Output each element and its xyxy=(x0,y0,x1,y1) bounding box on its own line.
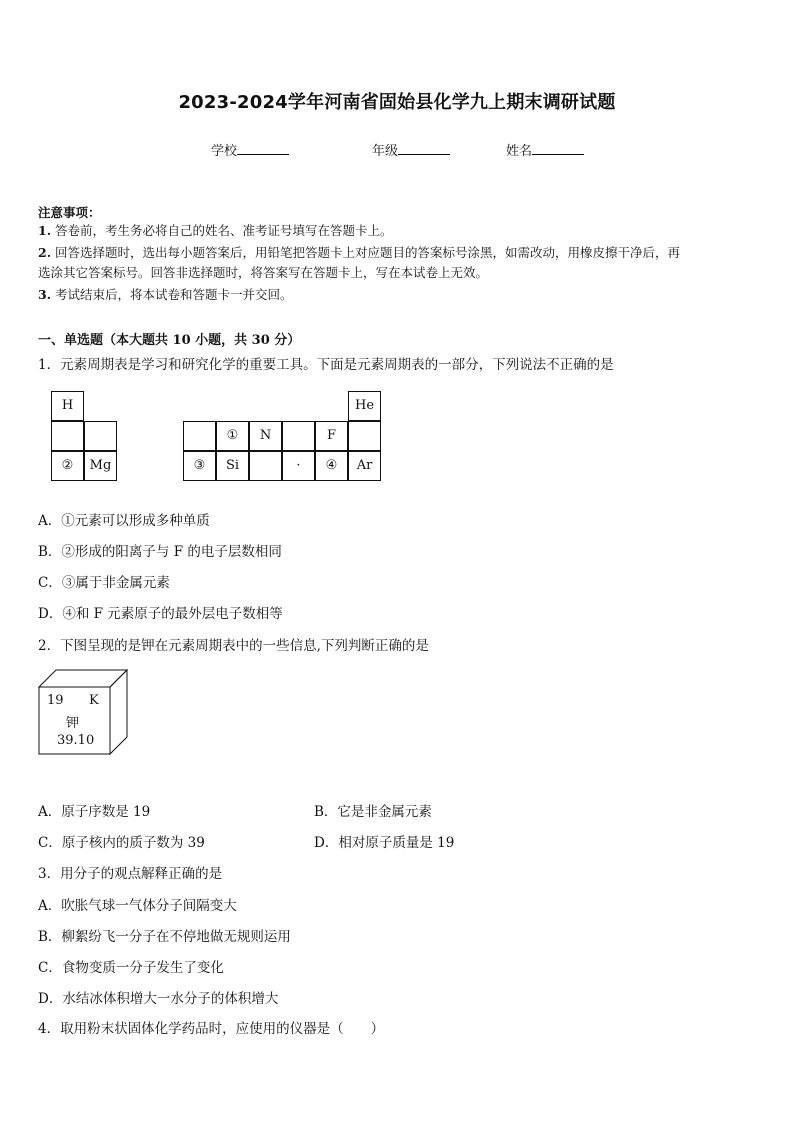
element-name: 钾 xyxy=(66,716,80,731)
notice-item: 3. 考试结束后，将本试卷和答题卡一并交回。 xyxy=(38,287,293,302)
cell-empty xyxy=(348,421,381,451)
cell-ar: Ar xyxy=(348,451,381,481)
cell-f: F xyxy=(315,421,348,451)
q3-option-c: C．食物变质一分子发生了变化 xyxy=(38,960,224,976)
cell-marker-3: ③ xyxy=(183,451,216,481)
atomic-mass: 39.10 xyxy=(57,733,95,748)
q2-option-b: B．它是非金属元素 xyxy=(314,804,432,820)
cell-empty xyxy=(249,451,282,481)
cell-marker-2: ② xyxy=(51,451,84,481)
name-label: 姓名 xyxy=(506,144,533,159)
cell-empty xyxy=(282,421,315,451)
page-title: 2023-2024学年河南省固始县化学九上期末调研试题 xyxy=(178,92,616,113)
q1-option-c: C．③属于非金属元素 xyxy=(38,575,170,591)
cell-si: Si xyxy=(216,451,249,481)
school-label: 学校 xyxy=(211,144,238,159)
grade-label: 年级 xyxy=(372,144,399,159)
q3-option-b: B．柳絮纷飞一分子在不停地做无规则运用 xyxy=(38,929,291,945)
cell-dots: · xyxy=(282,451,315,481)
cell-empty xyxy=(51,421,84,451)
cell-empty xyxy=(183,421,216,451)
q1-option-a: A．①元素可以形成多种单质 xyxy=(38,513,210,529)
question-1-stem: 1．元素周期表是学习和研究化学的重要工具。下面是元素周期表的一部分，下列说法不正确的是 xyxy=(38,357,614,373)
cell-empty xyxy=(84,421,117,451)
atomic-number: 19 xyxy=(47,693,64,708)
q1-option-b: B．②形成的阳离子与 F 的电子层数相同 xyxy=(38,544,282,560)
notice-item: 2. 回答选择题时，选出每小题答案后，用铅笔把答题卡上对应题目的答案标号涂黑，如需改动，用橡皮擦干净后，再 xyxy=(38,245,681,260)
name-blank xyxy=(532,142,584,155)
section-title: 一、单选题（本大题共 10 小题，共 30 分） xyxy=(38,333,301,348)
q3-option-a: A．吹胀气球一气体分子间隔变大 xyxy=(38,898,237,914)
q2-option-a: A．原子序数是 19 xyxy=(38,804,151,820)
notice-item: 选涂其它答案标号。回答非选择题时，将答案写在答题卡上，写在本试卷上无效。 xyxy=(38,265,489,280)
question-4-stem: 4．取用粉末状固体化学药品时，应使用的仪器是（ ） xyxy=(38,1021,385,1037)
q2-option-c: C．原子核内的质子数为 39 xyxy=(38,835,205,851)
cell-he: He xyxy=(348,391,381,421)
school-field xyxy=(211,140,289,159)
cell-mg: Mg xyxy=(84,451,117,481)
q1-option-d: D．④和 F 元素原子的最外层电子数相等 xyxy=(38,606,283,622)
notice-title: 注意事项： xyxy=(38,205,101,220)
question-3-stem: 3．用分子的观点解释正确的是 xyxy=(38,866,223,882)
cell-n: N xyxy=(249,421,282,451)
school-blank xyxy=(237,142,289,155)
grade-blank xyxy=(398,142,450,155)
q3-option-d: D．水结冰体积增大一水分子的体积增大 xyxy=(38,991,279,1007)
grade-field xyxy=(372,140,450,159)
potassium-element-card xyxy=(38,669,130,756)
question-2-stem: 2．下图呈现的是钾在元素周期表中的一些信息,下列判断正确的是 xyxy=(38,638,429,654)
cell-marker-4: ④ xyxy=(315,451,348,481)
q2-option-d: D．相对原子质量是 19 xyxy=(314,835,455,851)
element-symbol: K xyxy=(89,693,99,708)
periodic-table-fragment xyxy=(51,391,381,482)
name-field xyxy=(506,140,584,159)
notice-item: 1. 答卷前，考生务必将自己的姓名、准考证号填写在答题卡上。 xyxy=(38,223,393,238)
cell-h: H xyxy=(51,391,84,421)
cell-marker-1: ① xyxy=(216,421,249,451)
